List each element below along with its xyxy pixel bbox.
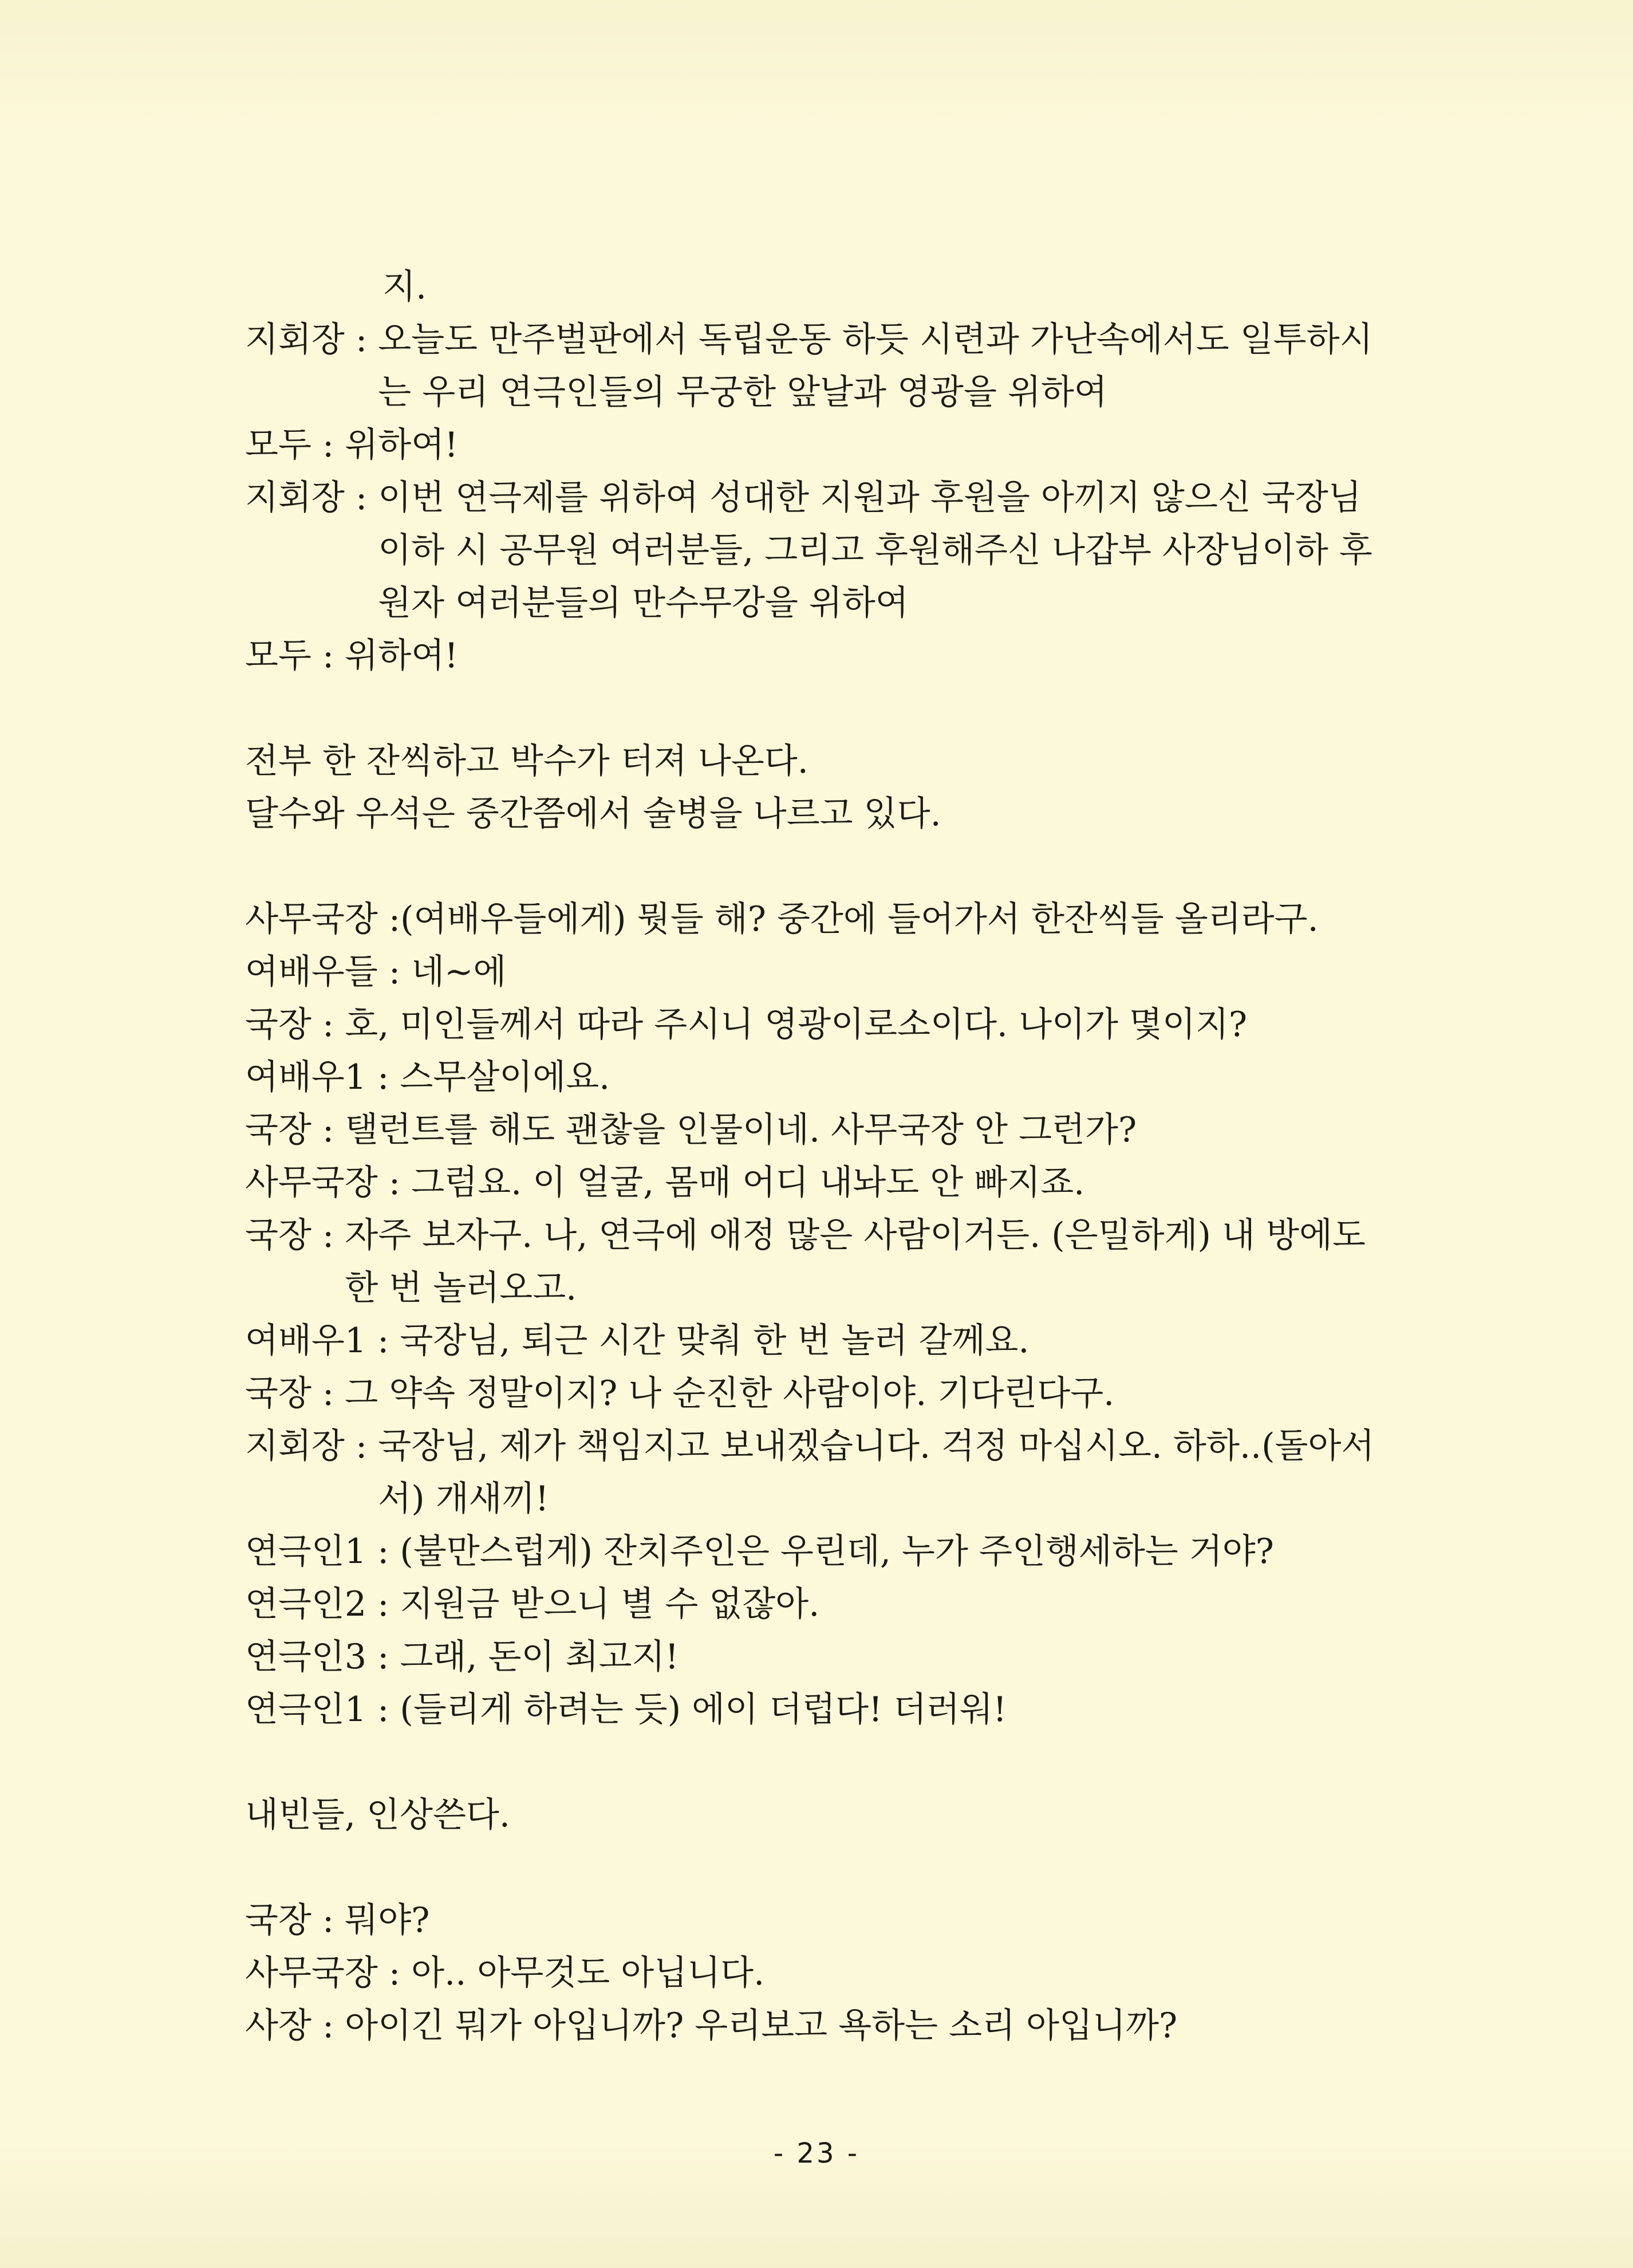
stage-direction: 내빈들, 인상쓴다. <box>245 1795 510 1835</box>
blank-line <box>245 682 1402 735</box>
dialogue-line <box>245 1314 1402 1367</box>
dialogue-line <box>245 629 1402 682</box>
script-body <box>245 261 1402 2052</box>
dialogue-text: 그 약속 정말이지? 나 순진한 사람이야. 기다린다구. <box>345 1373 1115 1413</box>
dialogue-text: 위하여! <box>345 636 459 676</box>
dialogue-line <box>245 1683 1402 1736</box>
dialogue-text: 스무살이에요. <box>400 1057 610 1097</box>
dialogue-line <box>245 1209 1402 1314</box>
speaker-name: 연극인1 : <box>245 1531 400 1572</box>
dialogue-line <box>245 1631 1402 1683</box>
dialogue-text: (들리게 하려는 듯) 에이 더럽다! 더러워! <box>400 1690 1007 1730</box>
dialogue-line <box>245 1999 1402 2052</box>
speaker-name: 여배우1 : <box>245 1057 400 1097</box>
speaker-name: 지회장 : <box>245 1426 378 1466</box>
speaker-name: 사무국장 : <box>245 1163 412 1203</box>
speaker-name: 국장 : <box>245 1373 345 1413</box>
dialogue-line <box>245 1156 1402 1209</box>
dialogue-line <box>245 419 1402 471</box>
dialogue-line <box>245 1367 1402 1420</box>
dialogue-line <box>245 946 1402 998</box>
dialogue-line <box>245 998 1402 1051</box>
blank-line <box>245 1736 1402 1789</box>
dialogue-text: 오늘도 만주벌판에서 독립운동 하듯 시련과 가난속에서도 일투하시는 우리 연극인들의 무궁한 앞날과 영광을 위하여 <box>378 320 1373 412</box>
dialogue-text: 국장님, 제가 책임지고 보내겠습니다. 걱정 마십시오. 하하..(돌아서서) 개새끼! <box>378 1426 1375 1519</box>
dialogue-text: (불만스럽게) 잔치주인은 우린데, 누가 주인행세하는 거야? <box>400 1531 1274 1572</box>
dialogue-text: 자주 보자구. 나, 연극에 애정 많은 사람이거든. (은밀하게) 내 방에도 한 번 놀러오고. <box>345 1215 1366 1308</box>
dialogue-line <box>245 1578 1402 1631</box>
speaker-name: 사무국장 : <box>245 1953 412 1993</box>
dialogue-text: 네~에 <box>411 952 507 992</box>
speaker-name: 연극인2 : <box>245 1584 400 1624</box>
speaker-name: 지회장 : <box>245 320 378 360</box>
speaker-name: 연극인3 : <box>245 1637 400 1677</box>
dialogue-line <box>245 1525 1402 1578</box>
speaker-name: 국장 : <box>245 1215 345 1255</box>
dialogue-text: 위하여! <box>345 425 459 465</box>
speaker-name: 지회장 : <box>245 478 378 518</box>
speaker-name: 국장 : <box>245 1900 345 1940</box>
dialogue-text: 호, 미인들께서 따라 주시니 영광이로소이다. 나이가 몇이지? <box>345 1005 1248 1045</box>
dialogue-text: 이번 연극제를 위하여 성대한 지원과 후원을 아끼지 않으신 국장님 이하 시 공무원 여러분들, 그리고 후원해주신 나갑부 사장님이하 후원자 여러분들의 만수무강을 위하여 <box>378 478 1372 623</box>
dialogue-text: 아이긴 뭐가 아입니까? 우리보고 욕하는 소리 아입니까? <box>345 2006 1178 2046</box>
dialogue-line <box>245 893 1402 946</box>
page-number: - 23 - <box>773 2137 860 2169</box>
speaker-name: 사장 : <box>245 2006 345 2046</box>
speaker-name: 모두 : <box>245 636 345 676</box>
dialogue-text: 탤런트를 해도 괜찮을 인물이네. 사무국장 안 그런가? <box>345 1110 1137 1150</box>
dialogue-text: (여배우들에게) 뭣들 해? 중간에 들어가서 한잔씩들 올리라구. <box>400 899 1319 939</box>
dialogue-line <box>245 313 1402 419</box>
dialogue-line <box>245 1104 1402 1156</box>
dialogue-line <box>245 1894 1402 1947</box>
continuation-line: 지. <box>382 267 427 307</box>
dialogue-text: 그럼요. 이 얼굴, 몸매 어디 내놔도 안 빠지죠. <box>411 1163 1085 1203</box>
blank-line <box>245 840 1402 893</box>
dialogue-line <box>245 1947 1402 1999</box>
stage-direction: 전부 한 잔씩하고 박수가 터져 나온다. <box>245 741 808 781</box>
dialogue-text: 그래, 돈이 최고지! <box>400 1637 679 1677</box>
speaker-name: 국장 : <box>245 1005 345 1045</box>
blank-line <box>245 1841 1402 1894</box>
speaker-name: 사무국장 : <box>245 899 401 939</box>
dialogue-line <box>245 471 1402 629</box>
speaker-name: 여배우들 : <box>245 952 412 992</box>
speaker-name: 모두 : <box>245 425 345 465</box>
speaker-name: 국장 : <box>245 1110 345 1150</box>
dialogue-text: 뭐야? <box>345 1900 430 1940</box>
dialogue-text: 아.. 아무것도 아닙니다. <box>411 1953 765 1993</box>
dialogue-text: 국장님, 퇴근 시간 맞춰 한 번 놀러 갈께요. <box>400 1321 1030 1361</box>
dialogue-text: 지원금 받으니 별 수 없잖아. <box>400 1584 820 1624</box>
stage-direction: 달수와 우석은 중간쯤에서 술병을 나르고 있다. <box>245 794 941 834</box>
dialogue-line <box>245 1051 1402 1104</box>
dialogue-line <box>245 1420 1402 1525</box>
speaker-name: 여배우1 : <box>245 1321 400 1361</box>
speaker-name: 연극인1 : <box>245 1690 400 1730</box>
